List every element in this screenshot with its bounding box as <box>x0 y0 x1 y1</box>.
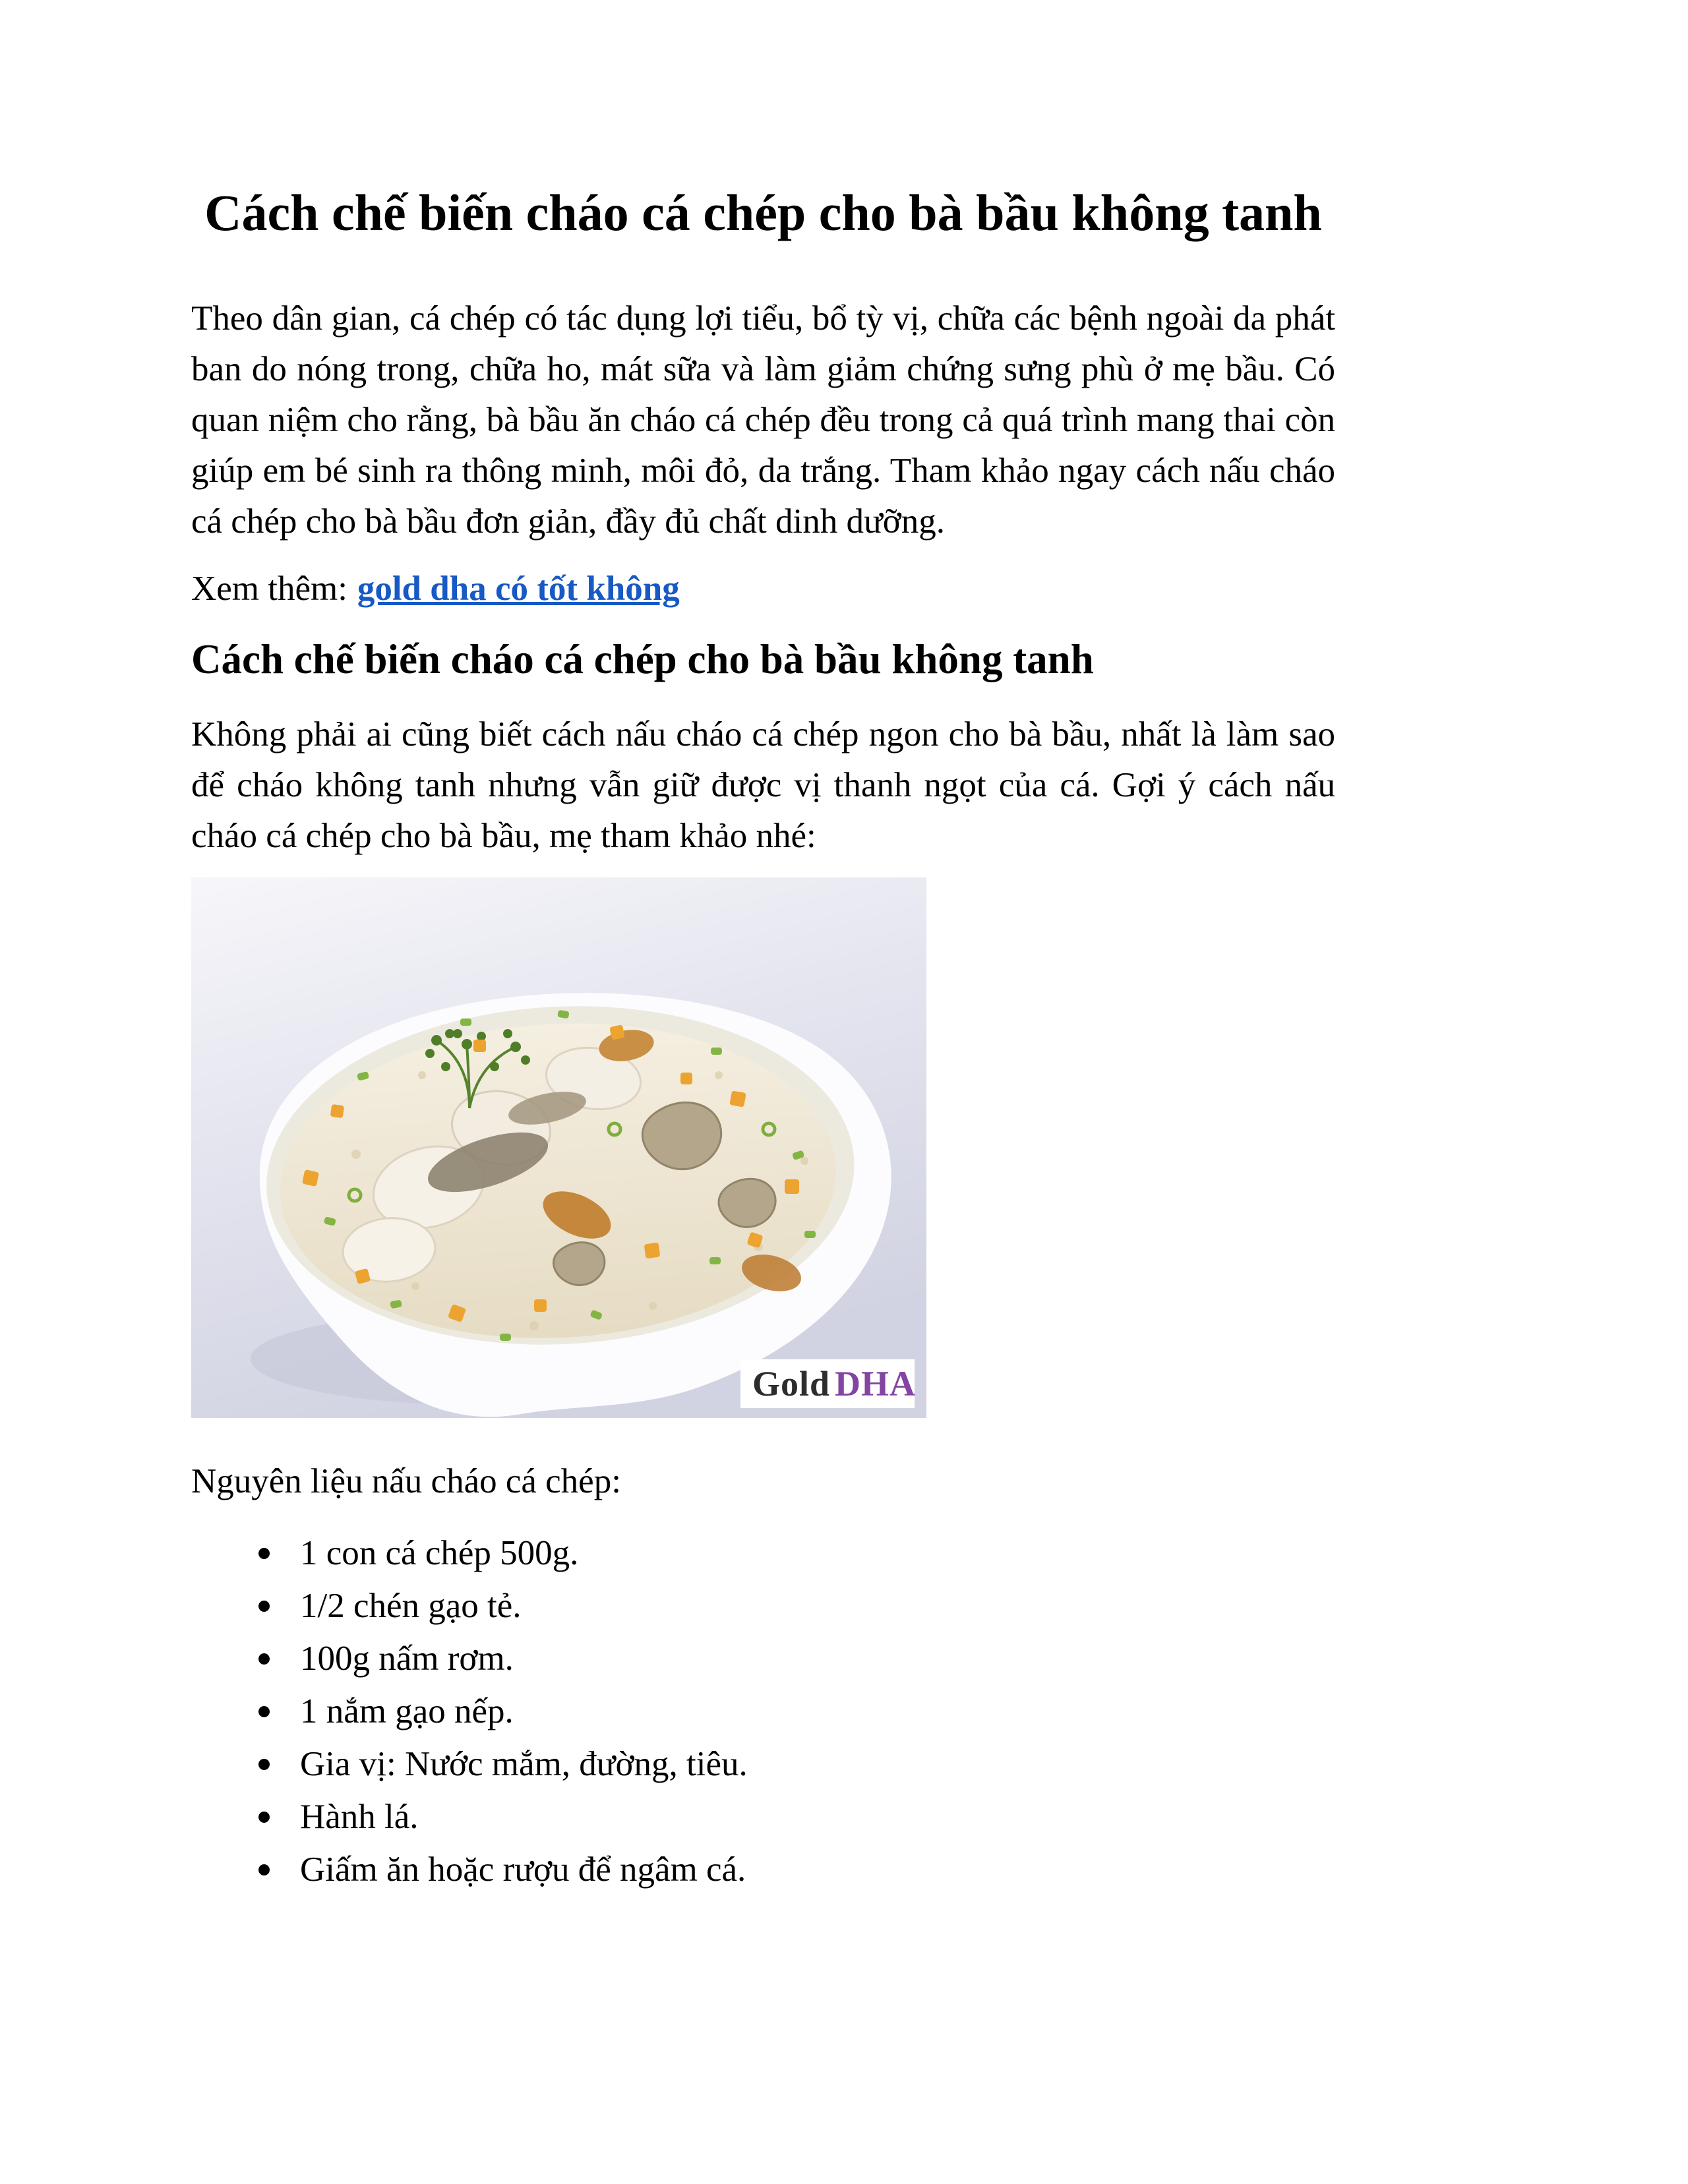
watermark-dha-text: DHA <box>835 1364 917 1403</box>
document-content <box>191 0 1335 1896</box>
watermark-gold-text: Gold <box>752 1364 831 1403</box>
ingredient-item: Gia vị: Nước mắm, đường, tiêu. <box>191 1738 1335 1790</box>
see-more-line <box>191 564 1335 614</box>
section-paragraph: Không phải ai cũng biết cách nấu cháo cá chép ngon cho bà bầu, nhất là làm sao để cháo không tanh nhưng vẫn giữ được vị thanh ngọt của cá. Gợi ý cách nấu cháo cá chép cho bà bầu, mẹ tham khảo nhé: <box>191 715 1335 855</box>
ingredient-item: 1/2 chén gạo tẻ. <box>191 1579 1335 1632</box>
gold-dha-watermark <box>740 1359 916 1408</box>
ingredient-item: 1 nắm gạo nếp. <box>191 1685 1335 1738</box>
page-title: Cách chế biến cháo cá chép cho bà bầu không tanh <box>204 184 1322 241</box>
porridge-photo <box>191 877 926 1418</box>
ingredients-list <box>191 1527 1335 1896</box>
gold-dha-link[interactable]: gold dha có tốt không <box>357 570 680 608</box>
ingredient-item: 100g nấm rơm. <box>191 1632 1335 1685</box>
porridge-photo-canvas <box>191 877 926 1418</box>
ingredients-heading: Nguyên liệu nấu cháo cá chép: <box>191 1462 621 1500</box>
ingredient-item: Giấm ăn hoặc rượu để ngâm cá. <box>191 1843 1335 1896</box>
see-more-label: Xem thêm: <box>191 570 347 608</box>
ingredient-item: 1 con cá chép 500g. <box>191 1527 1335 1579</box>
section-heading: Cách chế biến cháo cá chép cho bà bầu không tanh <box>191 636 1094 682</box>
intro-paragraph: Theo dân gian, cá chép có tác dụng lợi tiểu, bổ tỳ vị, chữa các bệnh ngoài da phát ban do nóng trong, chữa ho, mát sữa và làm giảm chứng sưng phù ở mẹ bầu. Có quan niệm cho rằng, bà bầu ăn cháo cá chép đều trong cả quá trình mang thai còn giúp em bé sinh ra thông minh, môi đỏ, da trắng. Tham khảo ngay cách nấu cháo cá chép cho bà bầu đơn giản, đầy đủ chất dinh dưỡng. <box>191 299 1335 541</box>
ingredient-item: Hành lá. <box>191 1790 1335 1843</box>
